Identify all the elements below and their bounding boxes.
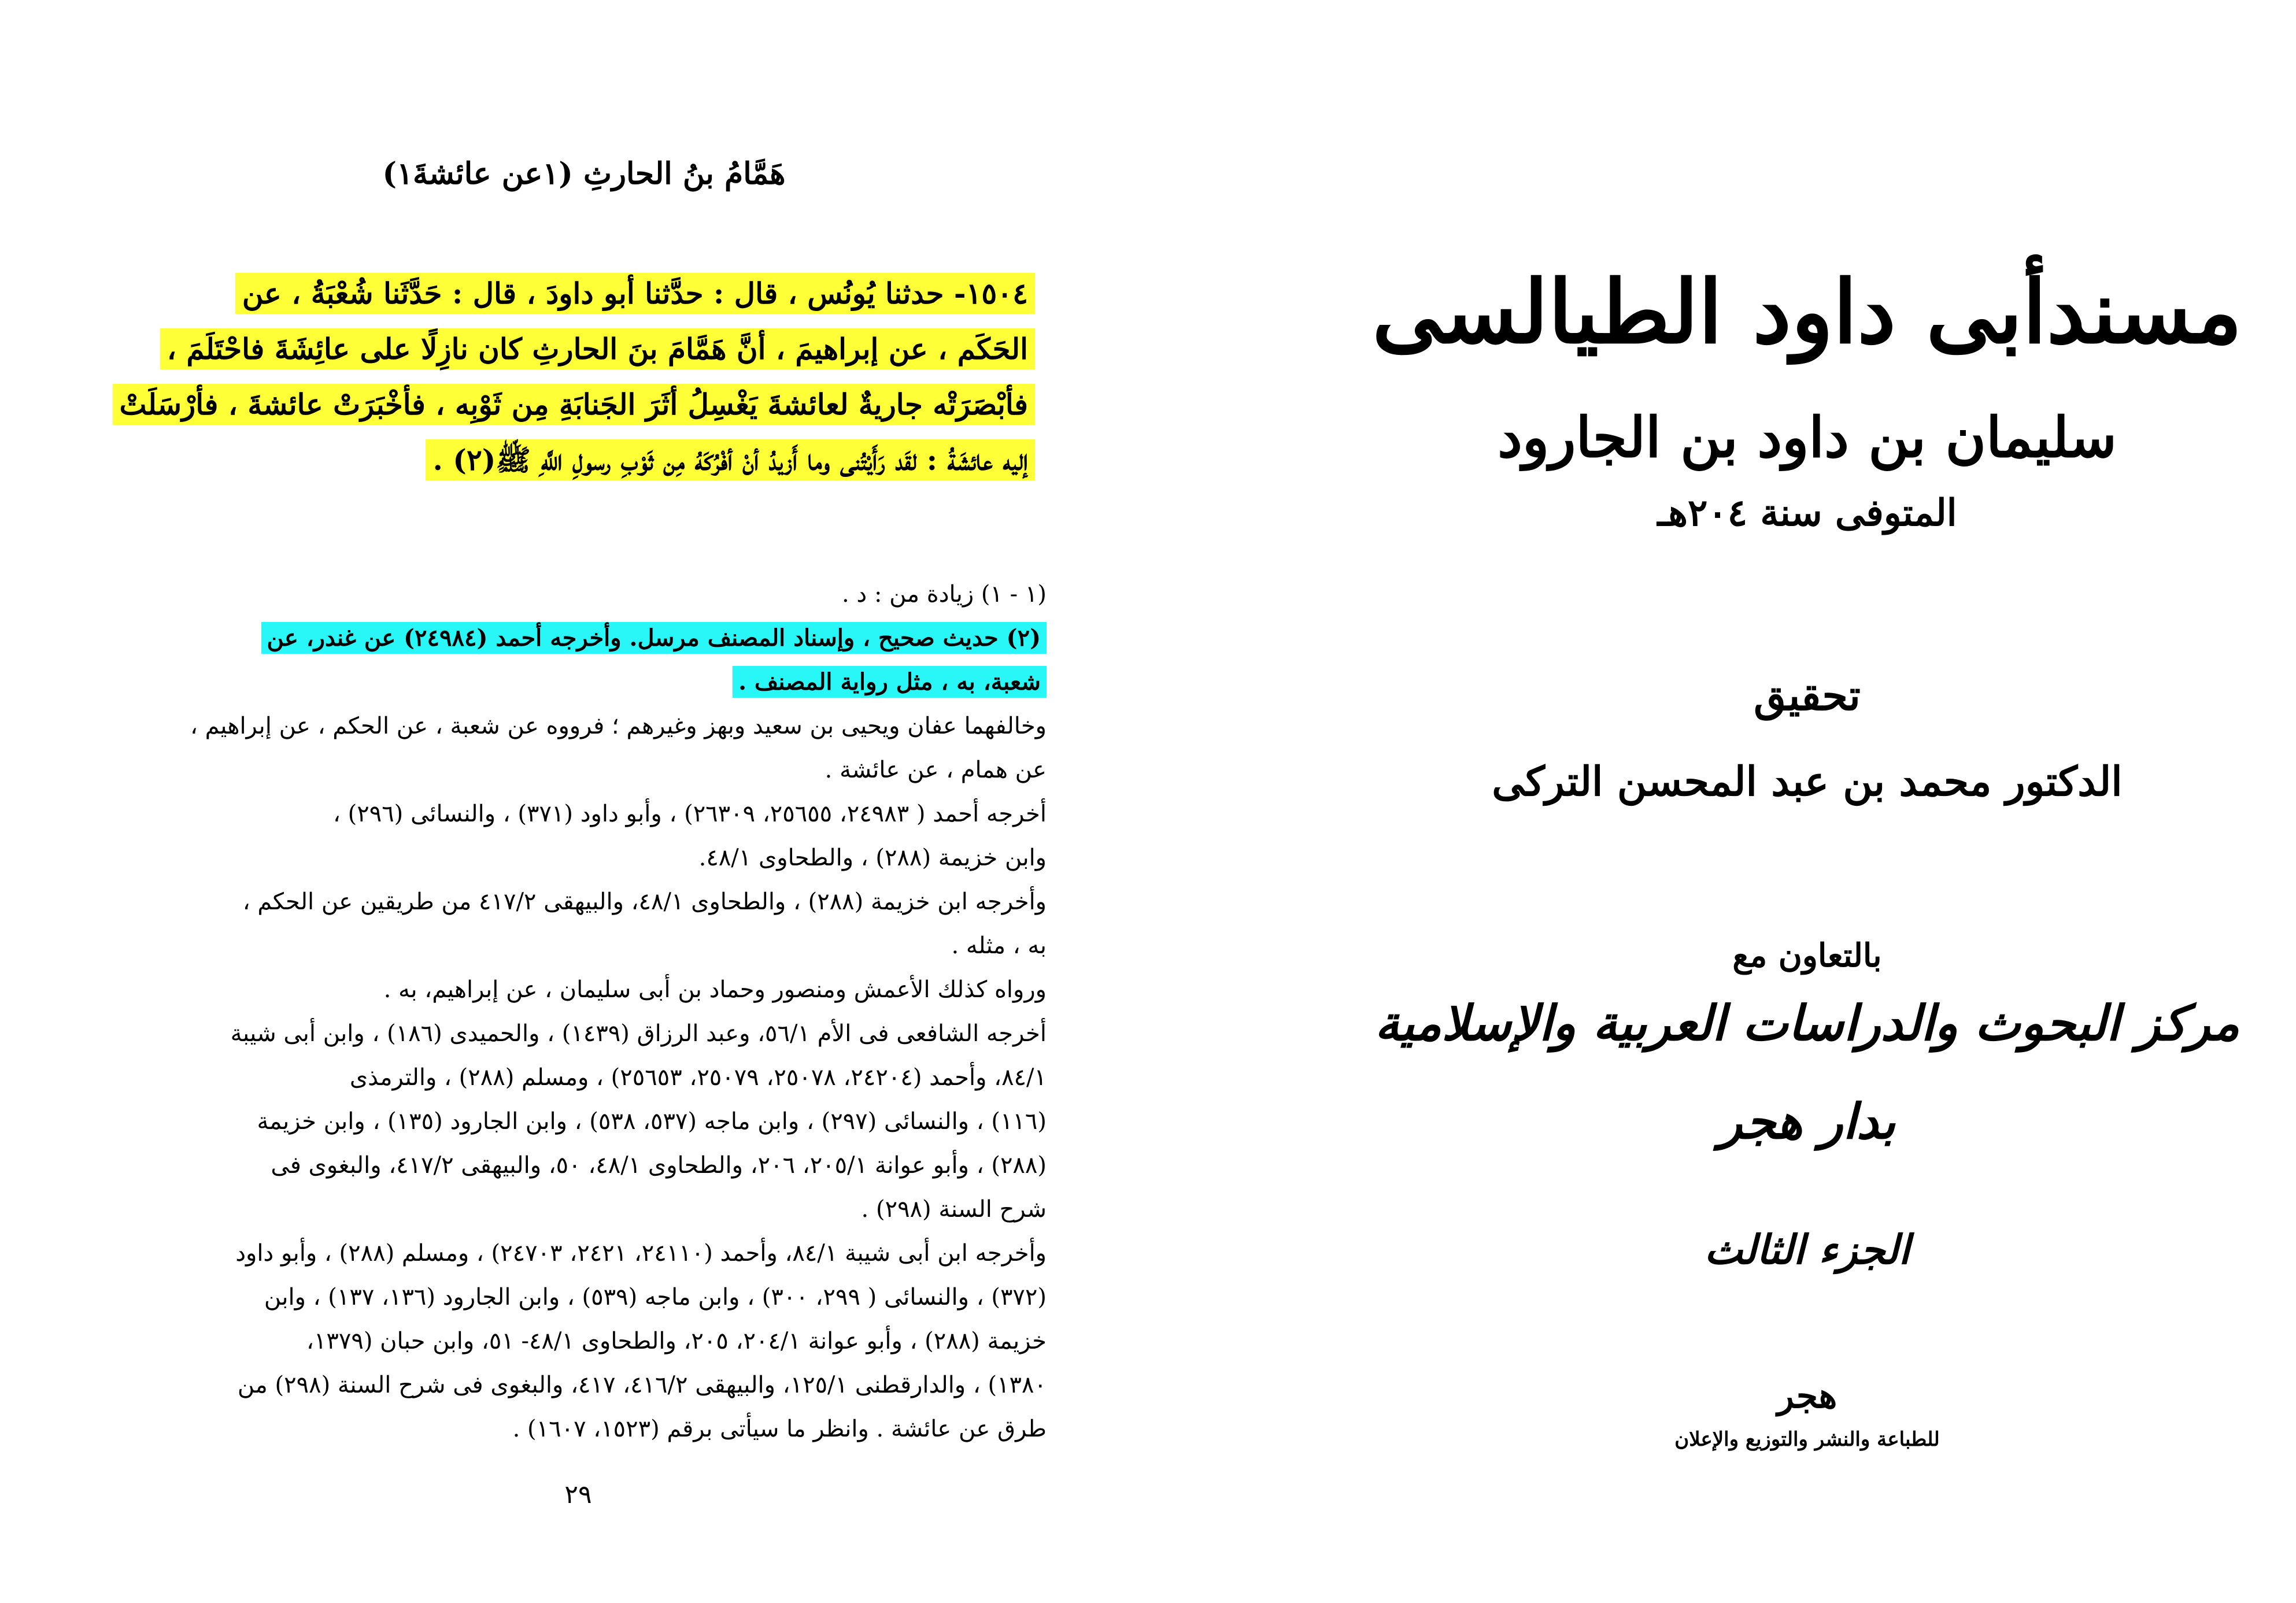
hadith-line-text: إليه عائشَةُ : لقَد رَأَيْتُنى وما أَزيدُ أنْ أفْرُكَهُ مِن ثَوْبِ رسولِ اللَّهِ ﷺ(٢) .	[426, 439, 1035, 480]
editor-name: الدكتور محمد بن عبد المحسن التركى	[1492, 757, 2123, 805]
hadith-line	[167, 321, 1041, 377]
hadith-line-text: الحَكَم ، عن إبراهيمَ ، أنَّ هَمَّامَ بنَ الحارثِ كان نازِلًا على عائِشَةَ فاحْتَلَمَ ،	[160, 328, 1035, 369]
footnote-line: طرق عن عائشة . وانظر ما سيأتى برقم (١٥٢٣، ١٦٠٧) .	[512, 1416, 1047, 1442]
hadith-line	[197, 432, 1041, 488]
footnote-line: ورواه كذلك الأعمش ومنصور وحماد بن أبى سليمان ، عن إبراهيم، به .	[383, 976, 1047, 1003]
tahqiq-label: تحقيق	[1754, 671, 1861, 720]
footnote-line: ١٣٨٠) ، والدارقطنى ١٢٥/١، والبيهقى ٤١٦/٢، ٤١٧، والبغوى فى شرح السنة (٢٩٨) من	[237, 1372, 1047, 1398]
hadith-line-text: ١٥٠٤- حدثنا يُونُس ، قال : حدَّثنا أبو داودَ ، قال : حَدَّثَنا شُعْبَةُ ، عن	[235, 273, 1035, 314]
footnote-line: خزيمة (٢٨٨) ، وأبو عوانة ٢٠٤/١، ٢٠٥، والطحاوى ٤٨/١- ٥١، وابن حبان (١٣٧٩،	[306, 1328, 1047, 1354]
volume-label: الجزء الثالث	[1704, 1226, 1910, 1273]
death-year: المتوفى سنة ٢٠٤هـ	[1657, 491, 1957, 535]
footnote-line: (٢٨٨) ، وأبو عوانة ٢٠٥/١، ٢٠٦، والطحاوى ٤٨/١، ٥٠، والبيهقى ٤١٧/٢، والبغوى فى	[271, 1152, 1047, 1179]
footnote-line: شرح السنة (٢٩٨) .	[861, 1196, 1047, 1223]
footnote-line: أخرجه أحمد ( ٢٤٩٨٣، ٢٥٦٥٥، ٢٦٣٠٩) ، وأبو داود (٣٧١) ، والنسائى (٢٩٦) ،	[332, 801, 1047, 827]
publisher-tagline: للطباعة والنشر والتوزيع والإعلان	[1674, 1428, 1940, 1451]
footnote-line: ٨٤/١، وأحمد (٢٤٢٠٤، ٢٥٠٧٨، ٢٥٠٧٩، ٢٥٦٥٣) ، ومسلم (٢٨٨) ، والترمذى	[349, 1064, 1047, 1091]
footnote-line: (٣٧٢) ، والنسائى ( ٢٩٩، ٣٠٠) ، وابن ماجه (٥٣٩) ، وابن الجارود (١٣٦، ١٣٧) ، وابن	[264, 1284, 1047, 1310]
publisher-name: هجر	[1777, 1376, 1837, 1416]
footnote-line: عن همام ، عن عائشة .	[825, 757, 1047, 783]
cooperation-label: بالتعاون مع	[1732, 936, 1882, 975]
hadith-line-text: فأبْصَرَتْه جاريةٌ لعائشةَ يَغْسِلُ أثَرَ الجَنابَةِ مِن ثَوْبِه ، فأخْبَرَتْ عائشةَ ، فأرْسَلَتْ	[113, 384, 1035, 425]
hadith-text	[119, 266, 1041, 488]
research-center-name: مركز البحوث والدراسات العربية والإسلامية	[1374, 994, 2240, 1052]
footnote-line: وأخرجه ابن خزيمة (٢٨٨) ، والطحاوى ٤٨/١، والبيهقى ٤١٧/٢ من طريقين عن الحكم ،	[242, 889, 1047, 915]
footnote-line: وابن خزيمة (٢٨٨) ، والطحاوى ٤٨/١.	[698, 845, 1047, 871]
footnote-line: (١١٦) ، والنسائى (٢٩٧) ، وابن ماجه (٥٣٧، ٥٣٨) ، وابن الجارود (١٣٥) ، وابن خزيمة	[257, 1108, 1047, 1135]
footnote-line-highlighted	[133, 660, 1047, 704]
author-name: سليمان بن داود بن الجارود	[1498, 405, 2117, 470]
footnote-line-text: شعبة، به ، مثل رواية المصنف .	[733, 666, 1047, 698]
book-title: مسندأبى داود الطيالسى	[1372, 261, 2242, 363]
hadith-line	[197, 266, 1041, 321]
footnote-line: (١ - ١) زيادة من : د .	[842, 581, 1047, 608]
footnote-line: وأخرجه ابن أبى شيبة ٨٤/١، وأحمد (٢٤١١٠، ٢٤٢١، ٢٤٧٠٣) ، ومسلم (٢٨٨) ، وأبو داود	[235, 1240, 1047, 1267]
footnotes	[133, 572, 1047, 1451]
footnote-line: وخالفهما عفان ويحيى بن سعيد وبهز وغيرهم ؛ فرووه عن شعبة ، عن الحكم ، عن إبراهيم ،	[190, 713, 1047, 739]
footnote-line-text: (٢) حديث صحيح ، وإسناد المصنف مرسل. وأخرجه أحمد (٢٤٩٨٤) عن غندر، عن	[261, 622, 1047, 654]
hadith-line	[119, 377, 1041, 432]
right-page-title	[1318, 0, 2296, 1603]
footnote-line: به ، مثله .	[951, 932, 1047, 959]
dar-hajar: بدار هجر	[1718, 1093, 1896, 1150]
footnote-line: أخرجه الشافعى فى الأم ٥٦/١، وعبد الرزاق (١٤٣٩) ، والحميدى (١٨٦) ، وابن أبى شيبة	[230, 1020, 1047, 1047]
page-number: ٢٩	[564, 1480, 592, 1509]
chapter-heading: هَمَّامُ بنُ الحارثِ (١عن عائشةَ١)	[382, 156, 786, 191]
footnote-line-highlighted	[133, 616, 1047, 660]
